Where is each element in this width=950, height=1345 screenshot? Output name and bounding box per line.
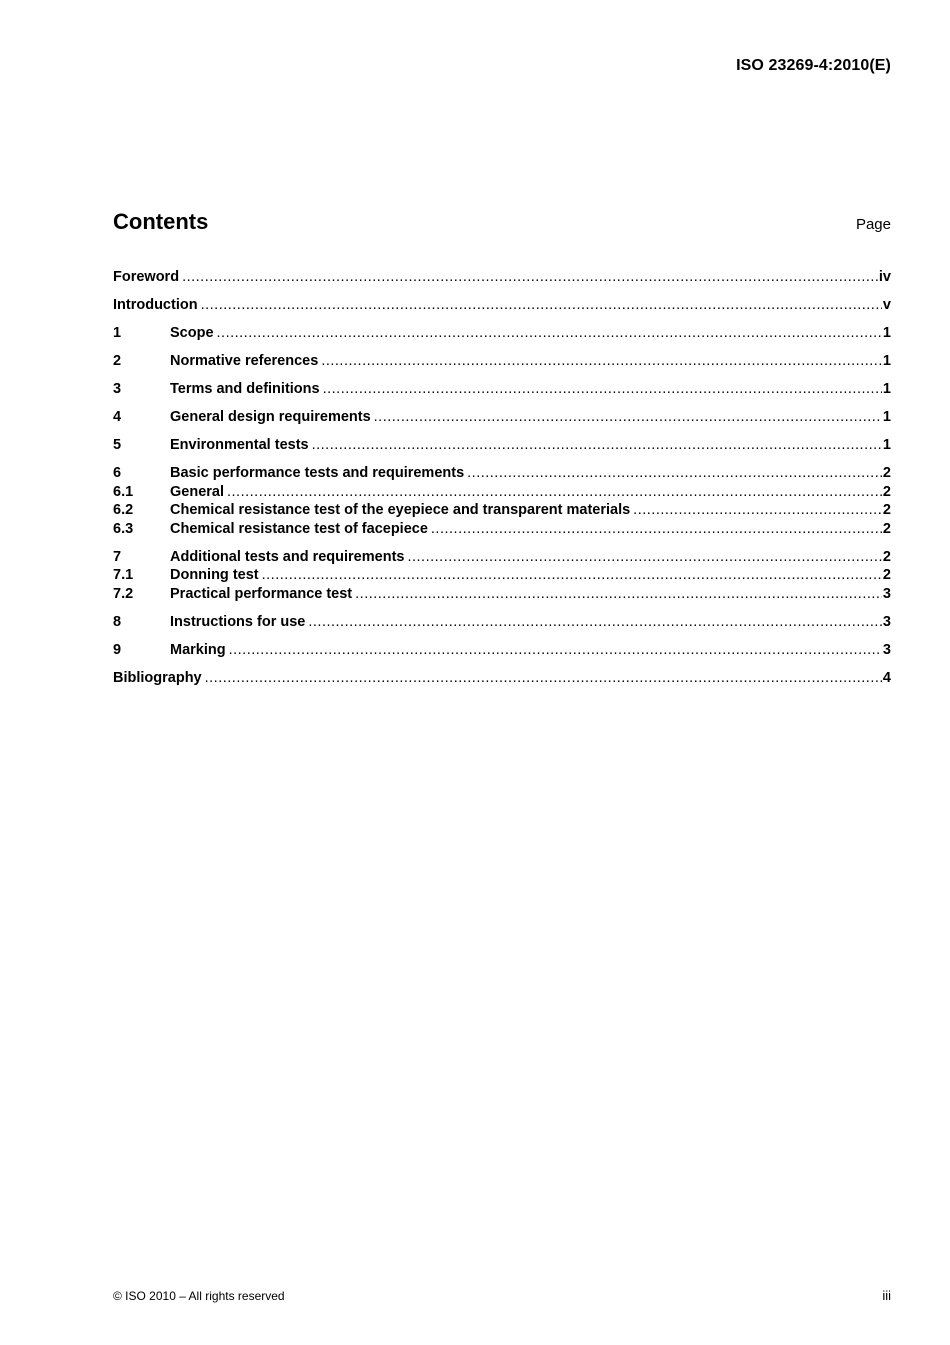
toc-entry-page: 1 — [882, 353, 891, 369]
toc-entry-title: Donning test — [170, 567, 259, 583]
toc-entry-title: Bibliography — [113, 669, 202, 686]
toc-entry-number: 7.2 — [113, 585, 134, 602]
contents-heading: Contents — [113, 209, 209, 234]
toc-entry-title: Terms and definitions — [170, 381, 320, 397]
toc-entry-normative-references[interactable] — [113, 352, 891, 371]
toc-entry-title: Basic performance tests and requirements — [170, 465, 465, 481]
toc-entry-environmental-tests[interactable] — [113, 436, 891, 455]
toc-entry-general[interactable] — [113, 483, 891, 502]
toc-entry-terms-definitions[interactable] — [113, 380, 891, 399]
toc-entry-title: Chemical resistance test of the eyepiece and transparent materials — [170, 502, 631, 518]
toc-entry-number: 5 — [113, 437, 122, 453]
toc-entry-number: 1 — [113, 325, 122, 341]
toc-entry-title: Chemical resistance test of facepiece — [170, 520, 428, 537]
toc-entry-number: 6.2 — [113, 502, 134, 518]
toc-entry-page: 2 — [882, 483, 891, 500]
toc-entry-title: Additional tests and requirements — [170, 548, 405, 565]
toc-entry-page: 2 — [882, 520, 891, 537]
toc-entry-page: 1 — [882, 409, 891, 425]
toc-entry-title: Introduction — [113, 297, 198, 313]
toc-entry-number: 6 — [113, 465, 122, 481]
toc-entry-page: 4 — [882, 669, 891, 686]
toc-entry-number: 9 — [113, 641, 122, 658]
toc-entry-page: v — [882, 297, 891, 313]
toc-entry-title: Scope — [170, 325, 214, 341]
toc-entry-page: 3 — [882, 585, 891, 602]
toc-entry-number: 3 — [113, 381, 122, 397]
toc-entry-title: Practical performance test — [170, 585, 353, 602]
toc-entry-practical-performance[interactable] — [113, 585, 891, 604]
toc-entry-bibliography[interactable] — [113, 669, 891, 688]
toc-entry-page: 3 — [882, 613, 891, 630]
toc-entry-page: 1 — [882, 437, 891, 453]
toc-entry-page: 3 — [882, 641, 891, 658]
toc-entry-additional-tests[interactable] — [113, 548, 891, 567]
toc-entry-page: 1 — [882, 325, 891, 341]
toc-entry-number: 8 — [113, 613, 122, 630]
toc-entry-instructions[interactable] — [113, 613, 891, 632]
copyright-notice: © ISO 2010 – All rights reserved — [113, 1289, 285, 1303]
toc-entry-basic-performance[interactable] — [113, 464, 891, 483]
toc-entry-page: iv — [878, 269, 891, 285]
document-code: ISO 23269-4:2010(E) — [736, 57, 891, 74]
page-column-label: Page — [855, 216, 891, 233]
toc-entry-donning-test[interactable] — [113, 566, 891, 585]
toc-entry-page: 2 — [882, 502, 891, 518]
toc-entry-number: 7.1 — [113, 567, 134, 583]
toc-entry-title: Marking — [170, 641, 226, 658]
toc-entry-chemical-eyepiece[interactable] — [113, 501, 891, 520]
toc-entry-number: 2 — [113, 353, 122, 369]
toc-entry-number: 6.3 — [113, 520, 134, 537]
toc-entry-page: 1 — [882, 381, 891, 397]
toc-entry-title: Environmental tests — [170, 437, 309, 453]
toc-entry-scope[interactable] — [113, 324, 891, 343]
toc-entry-general-design[interactable] — [113, 408, 891, 427]
toc-entry-page: 2 — [882, 567, 891, 583]
toc-entry-introduction[interactable] — [113, 296, 891, 315]
toc-entry-page: 2 — [882, 548, 891, 565]
toc-entry-number: 6.1 — [113, 483, 134, 500]
table-of-contents — [113, 268, 891, 687]
toc-entry-page: 2 — [882, 465, 891, 481]
toc-entry-title: General — [170, 483, 224, 500]
toc-entry-number: 7 — [113, 548, 122, 565]
toc-entry-number: 4 — [113, 409, 122, 425]
toc-entry-title: Foreword — [113, 269, 180, 285]
toc-entry-title: General design requirements — [170, 409, 371, 425]
toc-entry-marking[interactable] — [113, 641, 891, 660]
toc-entry-title: Normative references — [170, 353, 319, 369]
toc-entry-foreword[interactable] — [113, 268, 891, 287]
page-number: iii — [882, 1288, 891, 1303]
toc-entry-title: Instructions for use — [170, 613, 306, 630]
toc-entry-chemical-facepiece[interactable] — [113, 520, 891, 539]
